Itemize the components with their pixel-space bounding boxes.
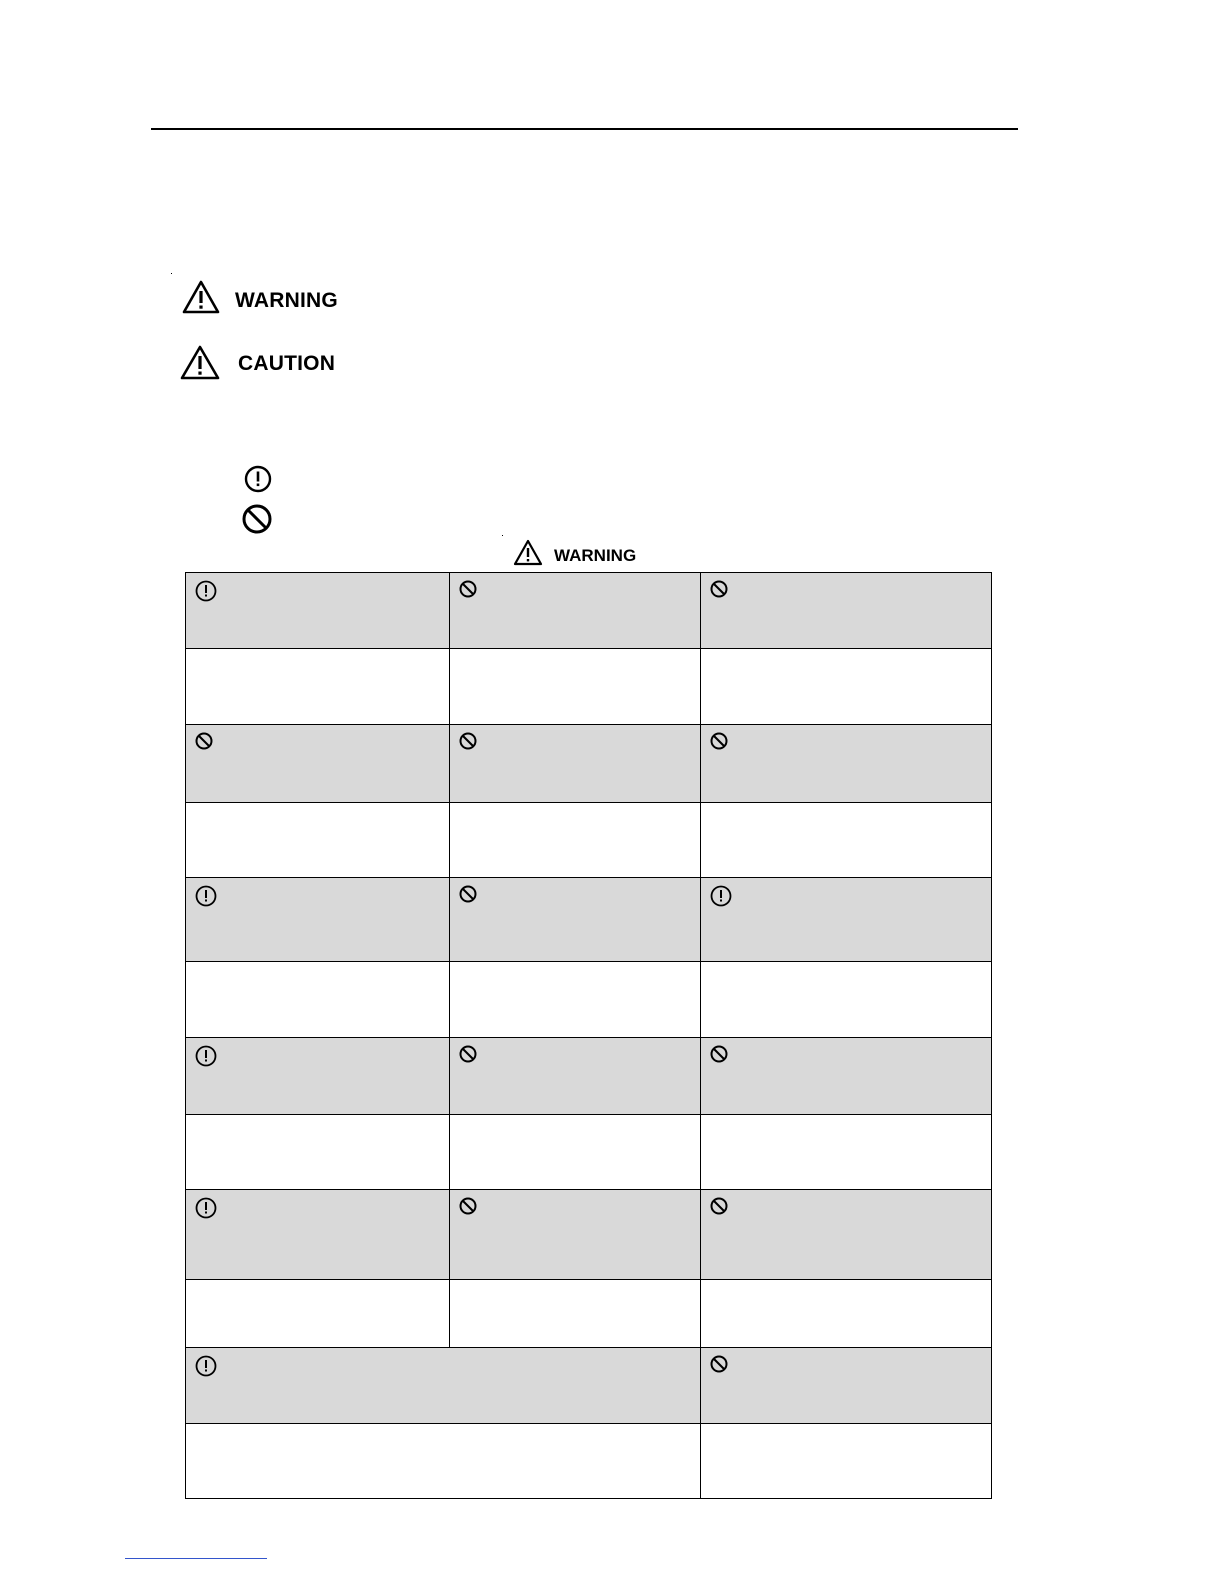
table-row xyxy=(186,573,992,649)
table-cell xyxy=(450,1038,701,1115)
table-row xyxy=(186,725,992,803)
prohibited-action-icon xyxy=(195,732,213,750)
table-cell xyxy=(701,962,992,1038)
footer-link-underline xyxy=(125,1558,267,1559)
table-row xyxy=(186,1038,992,1115)
table-cell xyxy=(186,1348,701,1424)
table-heading xyxy=(513,538,636,566)
mandatory-action-icon xyxy=(710,885,732,907)
stray-mark xyxy=(171,273,172,274)
prohibited-action-icon xyxy=(710,732,728,750)
prohibited-action-icon xyxy=(459,1045,477,1063)
table-cell xyxy=(450,1115,701,1190)
table-cell xyxy=(701,1115,992,1190)
table-row xyxy=(186,1348,992,1424)
prohibited-legend xyxy=(241,503,273,535)
table-cell xyxy=(186,573,450,649)
table-row xyxy=(186,1280,992,1348)
table-cell xyxy=(701,878,992,962)
table-row xyxy=(186,1115,992,1190)
table-cell xyxy=(450,725,701,803)
prohibited-action-icon xyxy=(459,1197,477,1215)
warning-symbol-label: WARNING xyxy=(235,289,338,312)
table-row xyxy=(186,878,992,962)
table-cell xyxy=(701,1280,992,1348)
table-cell xyxy=(186,1190,450,1280)
prohibited-action-icon xyxy=(241,503,273,535)
table-row xyxy=(186,962,992,1038)
mandatory-action-icon xyxy=(195,1197,217,1219)
table-cell xyxy=(186,649,450,725)
stray-mark xyxy=(502,535,503,536)
table-cell xyxy=(450,962,701,1038)
mandatory-action-icon xyxy=(195,1355,217,1377)
mandatory-action-icon xyxy=(195,580,217,602)
prohibited-action-icon xyxy=(710,1355,728,1373)
table-row xyxy=(186,803,992,878)
table-cell xyxy=(186,725,450,803)
prohibited-action-icon xyxy=(710,1197,728,1215)
mandatory-action-icon xyxy=(195,885,217,907)
table-row xyxy=(186,1424,992,1499)
table-cell xyxy=(186,1280,450,1348)
prohibited-action-icon xyxy=(459,580,477,598)
table-cell xyxy=(701,1424,992,1499)
mandatory-legend xyxy=(244,465,272,493)
table-cell xyxy=(450,803,701,878)
table-cell xyxy=(701,1038,992,1115)
table-cell xyxy=(450,1190,701,1280)
header-rule xyxy=(151,128,1018,130)
table-cell xyxy=(186,1038,450,1115)
prohibited-action-icon xyxy=(459,732,477,750)
table-cell xyxy=(186,1424,701,1499)
table-cell xyxy=(186,962,450,1038)
warning-triangle-icon xyxy=(182,280,220,314)
warning-triangle-icon xyxy=(180,345,220,380)
prohibited-action-icon xyxy=(710,1045,728,1063)
table-cell xyxy=(701,803,992,878)
table-cell xyxy=(450,649,701,725)
table-row xyxy=(186,1190,992,1280)
prohibited-action-icon xyxy=(710,580,728,598)
table-cell xyxy=(450,573,701,649)
table-cell xyxy=(186,803,450,878)
caution-symbol-label: CAUTION xyxy=(238,351,336,375)
table-cell xyxy=(450,1280,701,1348)
table-cell xyxy=(701,1190,992,1280)
table-cell xyxy=(186,878,450,962)
warning-triangle-icon xyxy=(513,539,543,566)
table-cell xyxy=(186,1115,450,1190)
table-cell xyxy=(450,878,701,962)
table-row xyxy=(186,649,992,725)
caution-symbol-row xyxy=(180,345,335,380)
table-cell xyxy=(701,725,992,803)
table-cell xyxy=(701,649,992,725)
warning-symbol-row xyxy=(182,280,338,314)
warning-table xyxy=(185,572,992,1499)
table-cell xyxy=(701,1348,992,1424)
table-cell xyxy=(701,573,992,649)
table-heading-label: WARNING xyxy=(554,546,637,565)
mandatory-action-icon xyxy=(195,1045,217,1067)
prohibited-action-icon xyxy=(459,885,477,903)
mandatory-action-icon xyxy=(244,465,272,493)
